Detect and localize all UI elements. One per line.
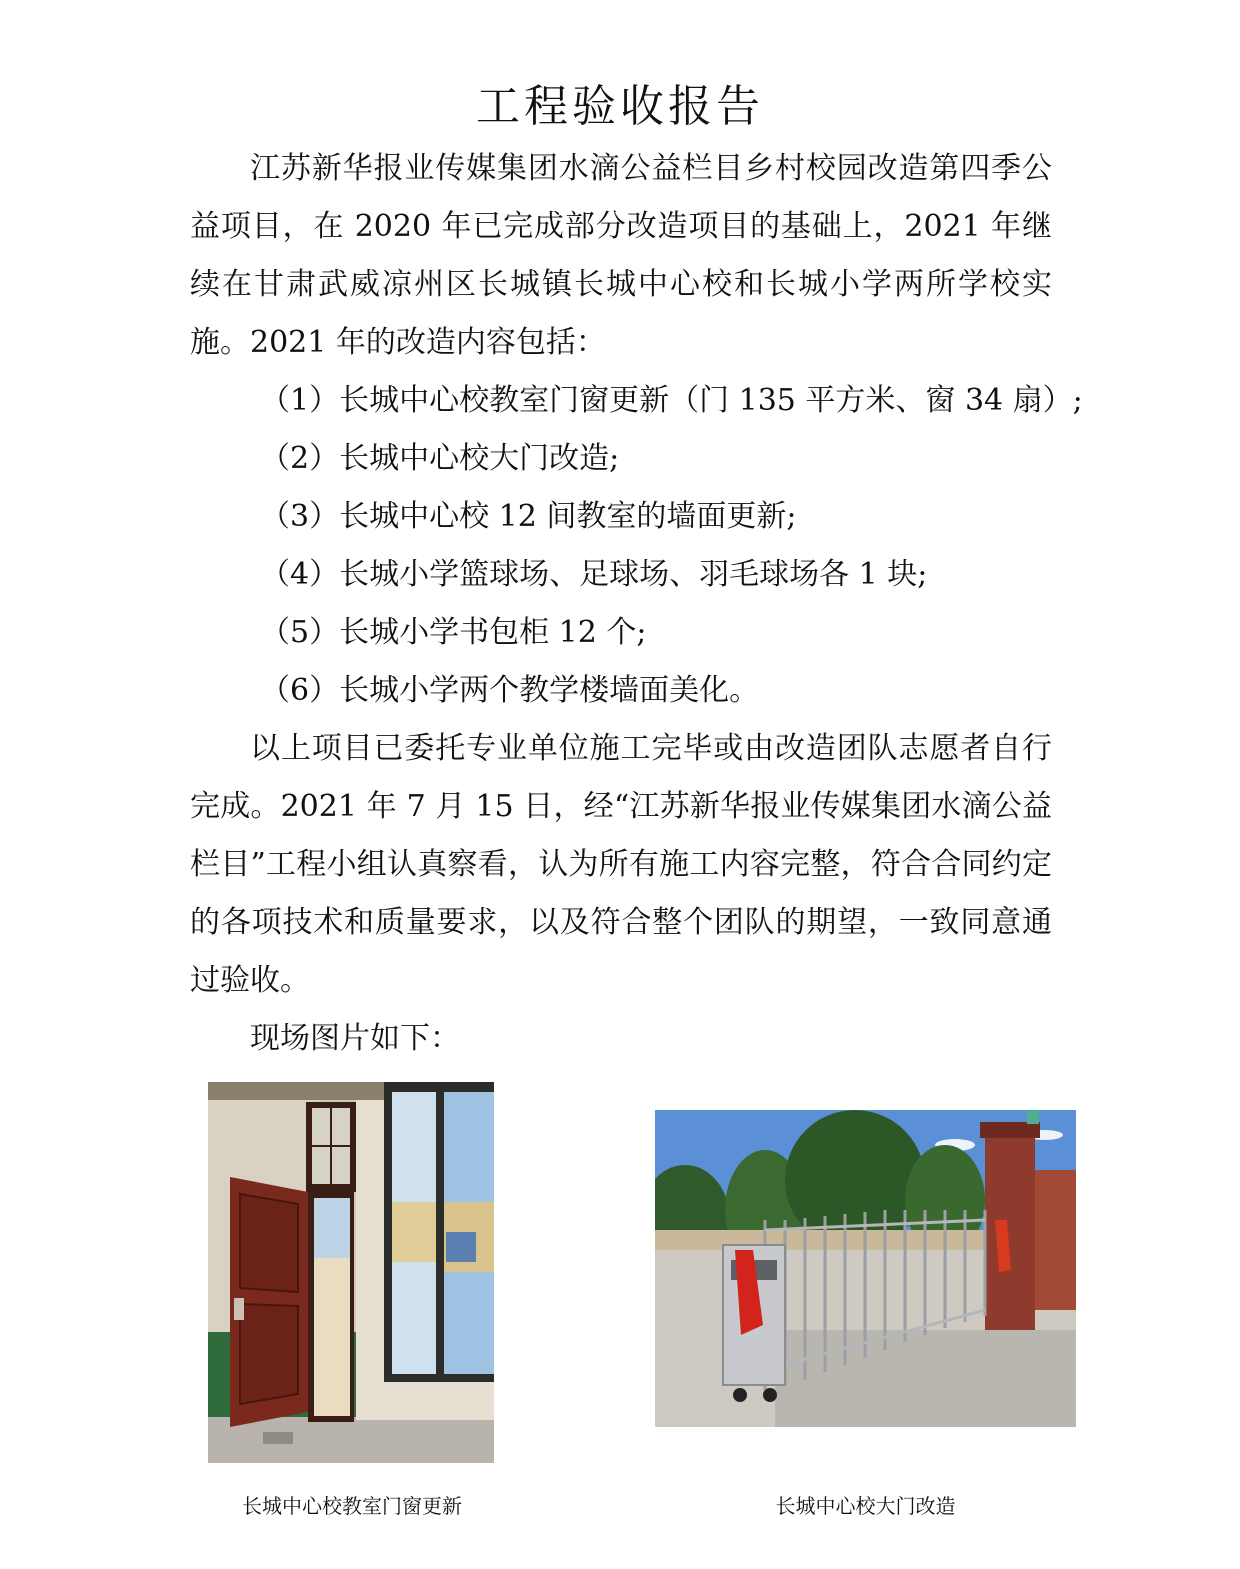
document-title: 工程验收报告	[476, 81, 764, 132]
photos-intro: 现场图片如下：	[250, 1021, 460, 1056]
list-item: （3）长城中心校 12 间教室的墙面更新;	[260, 499, 797, 534]
list-item: （6）长城小学两个教学楼墙面美化。	[260, 673, 760, 708]
acceptance-paragraph: 以上项目已委托专业单位施工完毕或由改造团队志愿者自行完成。2021 年 7 月 15 日，经“江苏新华报业传媒集团水滴公益栏目”工程小组认真察看，认为所有施工内容完整，符合合同约定的各项技术和质量要求，以及符合整个团队的期望，一致同意通过验收。	[190, 731, 1052, 998]
list-item: （2）长城中心校大门改造;	[260, 441, 620, 476]
school-gate-photo	[655, 1110, 1076, 1427]
list-item: （4）长城小学篮球场、足球场、羽毛球场各 1 块;	[260, 557, 928, 592]
document-body	[190, 140, 1083, 1068]
intro-paragraph: 江苏新华报业传媒集团水滴公益栏目乡村校园改造第四季公益项目，在 2020 年已完成部分改造项目的基础上，2021 年继续在甘肃武威凉州区长城镇长城中心校和长城小学两所学校实施。2021 年的改造内容包括：	[190, 151, 1052, 360]
list-item: （5）长城小学书包柜 12 个;	[260, 615, 647, 650]
classroom-door-window-photo	[208, 1082, 494, 1463]
photo-caption: 长城中心校教室门窗更新	[242, 1494, 462, 1518]
photo-caption: 长城中心校大门改造	[775, 1494, 956, 1518]
list-item: （1）长城中心校教室门窗更新（门 135 平方米、窗 34 扇）;	[260, 383, 1083, 418]
